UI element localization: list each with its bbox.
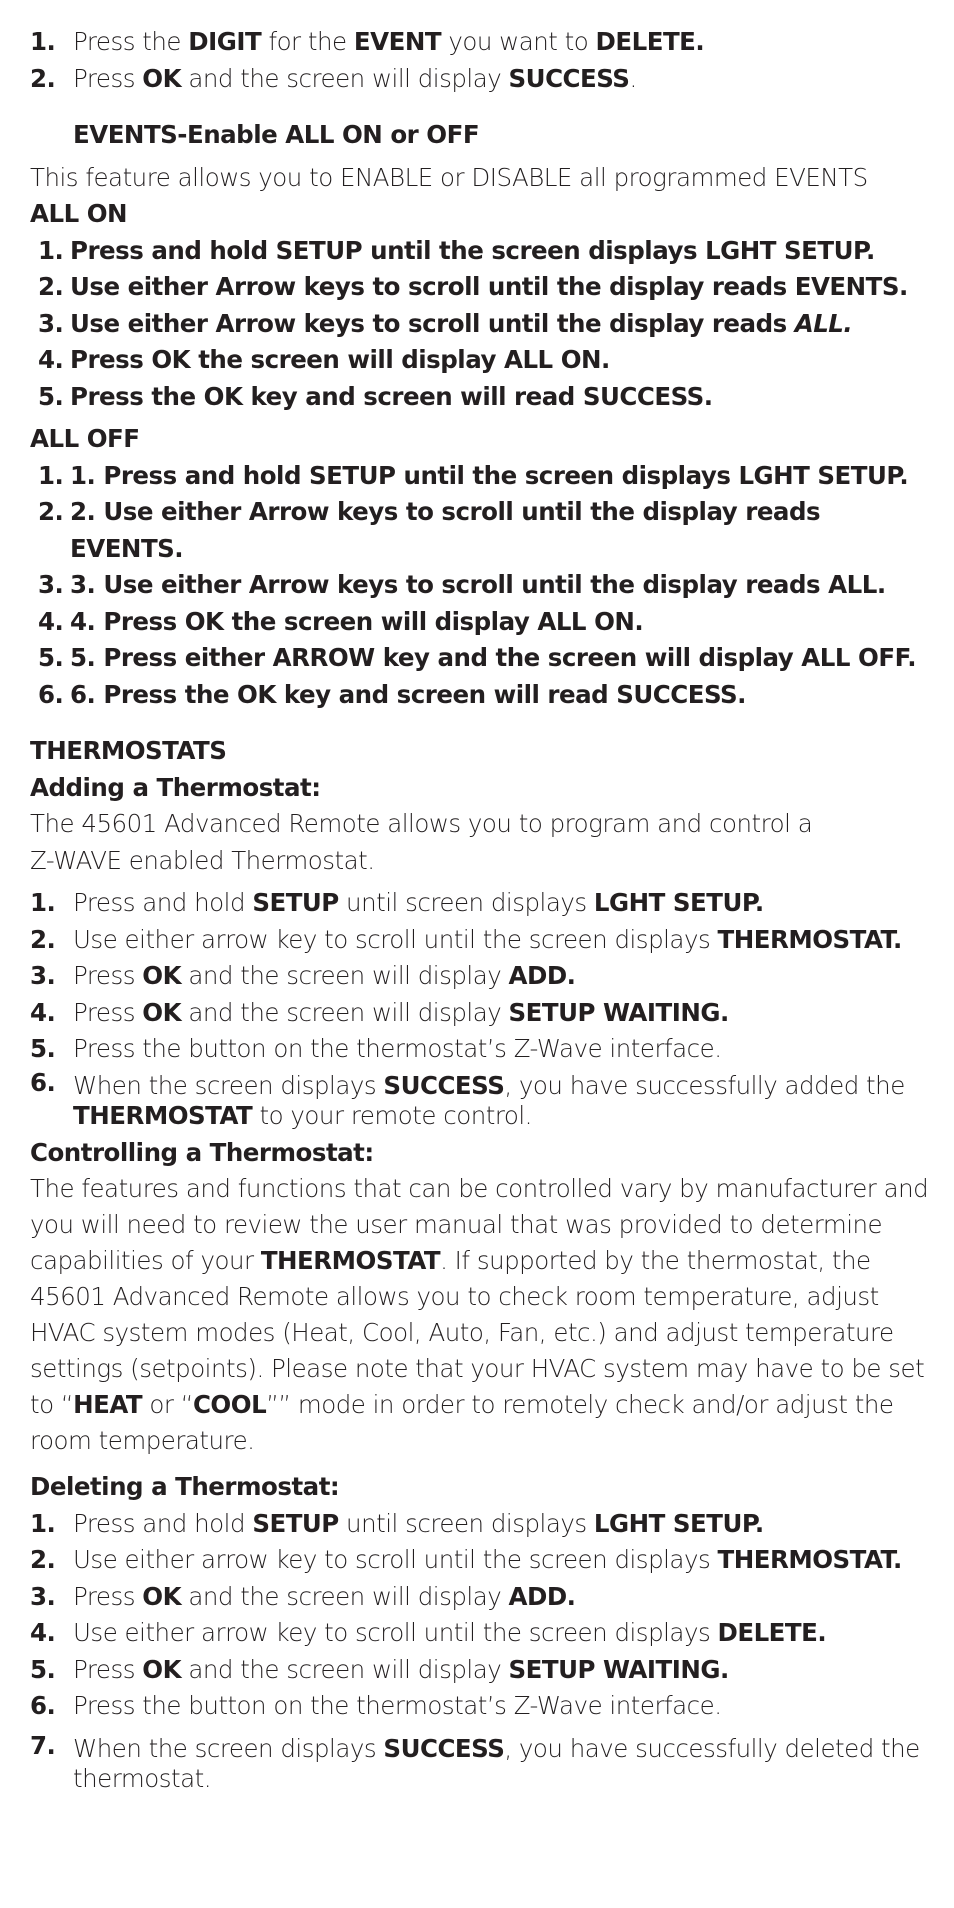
all-off-steps — [30, 458, 930, 714]
adding-intro-line-1: The 45601 Advanced Remote allows you to program and control a — [30, 809, 813, 838]
list-item: 2. Press OK and the screen will display SUCCESS. — [30, 61, 930, 98]
step-number: 5. — [38, 381, 64, 411]
step-number: 2. — [30, 1545, 56, 1574]
step-number: 1. — [30, 888, 56, 917]
all-on-steps — [30, 233, 930, 416]
step-number: 3. — [38, 570, 64, 599]
adding-thermostat-steps — [30, 885, 930, 1135]
list-item: 1. Press the DIGIT for the EVENT you want to DELETE. — [30, 24, 930, 61]
step-number: 2. — [30, 924, 56, 954]
list-item: 5. 5. Press either ARROW key and the screen will display ALL OFF. — [30, 640, 930, 677]
list-item: 5. Press OK and the screen will display SETUP WAITING. — [30, 1652, 930, 1689]
list-item: 3. Press OK and the screen will display ADD. — [30, 1579, 930, 1616]
step-number: 7. — [30, 1730, 56, 1760]
deleting-thermostat-steps — [30, 1506, 930, 1798]
step-number: 6. — [38, 679, 64, 709]
step-number: 2. — [38, 497, 64, 526]
step-number: 3. — [30, 1581, 56, 1611]
list-item: 1. Press and hold SETUP until the screen displays LGHT SETUP. — [30, 233, 930, 270]
list-item: 2. Use either arrow key to scroll until the screen displays THERMOSTAT. — [30, 922, 930, 959]
enable-all-intro: This feature allows you to ENABLE or DISABLE all programmed EVENTS — [30, 162, 868, 192]
list-item: 5. Press the button on the thermostat’s Z-Wave interface. — [30, 1031, 930, 1068]
step-number: 1. — [30, 1508, 56, 1538]
manual-page — [30, 24, 930, 1798]
step-number: 4. — [38, 606, 64, 636]
deleting-thermostat-heading: Deleting a Thermostat: — [30, 1472, 340, 1501]
step-number: 5. — [38, 643, 64, 672]
list-item: 3. 3. Use either Arrow keys to scroll until the display reads ALL. — [30, 567, 930, 604]
list-item: 4. 4. Press OK the screen will display ALL ON. — [30, 604, 930, 641]
list-item: 4. Use either arrow key to scroll until the screen displays DELETE. — [30, 1615, 930, 1652]
list-item: 1. Press and hold SETUP until screen displays LGHT SETUP. — [30, 1506, 930, 1543]
list-item: 7. When the screen displays SUCCESS, you have successfully deleted the thermostat. — [30, 1730, 920, 1793]
step-number: 2. — [38, 272, 64, 301]
list-item: 6. Press the button on the thermostat’s Z-Wave interface. — [30, 1688, 930, 1725]
all-on-heading: ALL ON — [30, 199, 128, 228]
step-number: 5. — [30, 1034, 56, 1063]
step-number: 3. — [38, 308, 64, 338]
step-number: 6. — [30, 1067, 56, 1097]
thermostats-heading: THERMOSTATS — [30, 736, 227, 765]
step-number: 1. — [38, 235, 64, 265]
list-item: 2. Use either arrow key to scroll until the screen displays THERMOSTAT. — [30, 1542, 930, 1579]
list-item: 5. Press the OK key and screen will read SUCCESS. — [30, 379, 930, 416]
list-item: 4. Press OK the screen will display ALL ON. — [30, 342, 930, 379]
step-number: 2. — [30, 63, 56, 93]
adding-intro-line-2: Z-WAVE enabled Thermostat. — [30, 845, 375, 875]
list-item: 1. Press and hold SETUP until screen displays LGHT SETUP. — [30, 885, 930, 922]
list-item: 6. 6. Press the OK key and screen will read SUCCESS. — [30, 677, 930, 714]
list-item: 4. Press OK and the screen will display SETUP WAITING. — [30, 995, 930, 1032]
step-number: 4. — [38, 345, 64, 374]
events-delete-steps — [30, 24, 930, 97]
section-heading-enable-all: EVENTS-Enable ALL ON or OFF — [73, 120, 480, 149]
list-item: 3. Press OK and the screen will display ADD. — [30, 958, 930, 995]
controlling-paragraph: The features and functions that can be controlled vary by manufacturer and you will need to review the user manual that was provided to determine capabilities of your THERMOSTAT. If supported by the thermostat, the 45601 Advanced Remote allows you to check room temperature, adjust HVAC system modes (Heat, Cool, Auto, Fan, etc.) and adjust temperature settings (setpoints). Please note that your HVAC system may have to be set to “HEAT or “COOL”” mode in order to remotely check and/or adjust the room temperature. — [30, 1174, 929, 1455]
controlling-thermostat-heading: Controlling a Thermostat: — [30, 1137, 374, 1167]
list-item: 6. When the screen displays SUCCESS, you have successfully added the THERMOSTAT to your remote control. — [30, 1067, 905, 1130]
list-item: 2. Use either Arrow keys to scroll until the display reads EVENTS. — [30, 269, 930, 306]
step-number: 4. — [30, 997, 56, 1027]
adding-thermostat-heading: Adding a Thermostat: — [30, 772, 321, 802]
step-number: 3. — [30, 961, 56, 990]
step-number: 6. — [30, 1691, 56, 1720]
step-number: 1. — [30, 27, 56, 56]
step-number: 4. — [30, 1618, 56, 1647]
step-number: 5. — [30, 1654, 56, 1684]
list-item: 2. 2. Use either Arrow keys to scroll until the display reads EVENTS. — [30, 494, 930, 567]
list-item: 3. Use either Arrow keys to scroll until the display reads ALL. — [30, 306, 930, 343]
all-off-heading: ALL OFF — [30, 424, 140, 453]
step-number: 1. — [38, 460, 64, 490]
list-item: 1. 1. Press and hold SETUP until the screen displays LGHT SETUP. — [30, 458, 930, 495]
